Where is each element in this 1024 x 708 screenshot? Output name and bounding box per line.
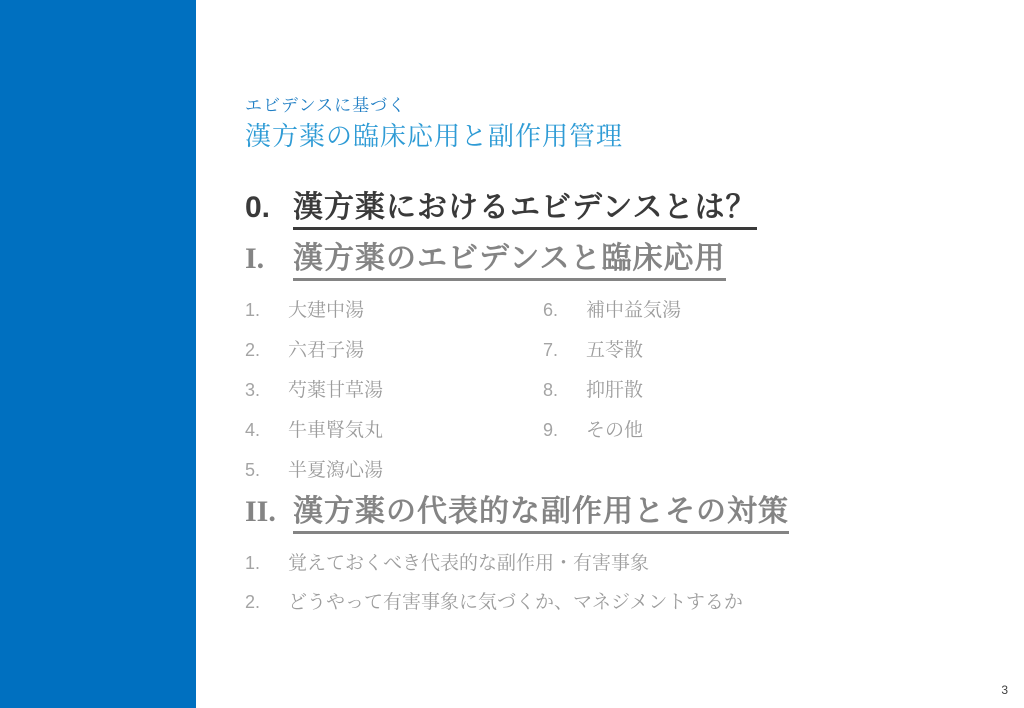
list-item-number: 3. [245,380,261,400]
list-item-label: 覚えておくべき代表的な副作用・有害事象 [288,553,650,574]
list-item-number: 5. [245,460,261,480]
list-item-label: 芍薬甘草湯 [288,380,384,401]
section-number: II. [245,495,276,528]
list-item-label: その他 [586,420,644,441]
list-item-label: 大建中湯 [288,300,365,321]
list-item [245,338,383,363]
kampo-list-left-column [245,298,383,483]
list-item-number: 9. [543,420,559,440]
list-item-number: 4. [245,420,261,440]
list-item [543,298,681,323]
section-number: I. [245,242,265,275]
page-title: 漢方薬の臨床応用と副作用管理 [245,121,624,151]
list-item-label: 牛車腎気丸 [288,420,384,441]
list-item [543,338,681,363]
list-item-label: 補中益気湯 [586,300,682,321]
list-item-number: 1. [245,300,261,320]
list-item-label: 抑肝散 [586,380,644,401]
section-heading-2 [245,495,789,534]
list-item-number: 2. [245,340,261,360]
section-heading-0 [245,191,757,230]
accent-bar [0,0,196,708]
section-number: 0. [245,191,271,224]
list-item-label: どうやって有害事象に気づくか、マネジメントするか [288,592,743,613]
section-heading-text: 漢方薬の代表的な副作用とその対策 [293,495,789,534]
list-item-label: 五苓散 [586,340,644,361]
kampo-list-right-column [543,298,681,443]
list-item [543,418,681,443]
list-item [543,378,681,403]
list-item-number: 7. [543,340,559,360]
side-effects-sublist [245,551,743,615]
list-item [245,551,743,576]
list-item-label: 六君子湯 [288,340,365,361]
page-number: 3 [1001,683,1008,697]
section-heading-1 [245,242,726,281]
list-item [245,418,383,443]
list-item [245,590,743,615]
list-item-number: 1. [245,553,261,573]
list-item-number: 6. [543,300,559,320]
list-item [245,378,383,403]
list-item-number: 2. [245,592,261,612]
section-heading-text: 漢方薬のエビデンスと臨床応用 [293,242,726,281]
title-eyebrow: エビデンスに基づく [245,96,407,115]
list-item-label: 半夏瀉心湯 [288,460,384,481]
list-item-number: 8. [543,380,559,400]
list-item [245,298,383,323]
list-item [245,458,383,483]
section-heading-text: 漢方薬におけるエビデンスとは？ [293,191,757,230]
